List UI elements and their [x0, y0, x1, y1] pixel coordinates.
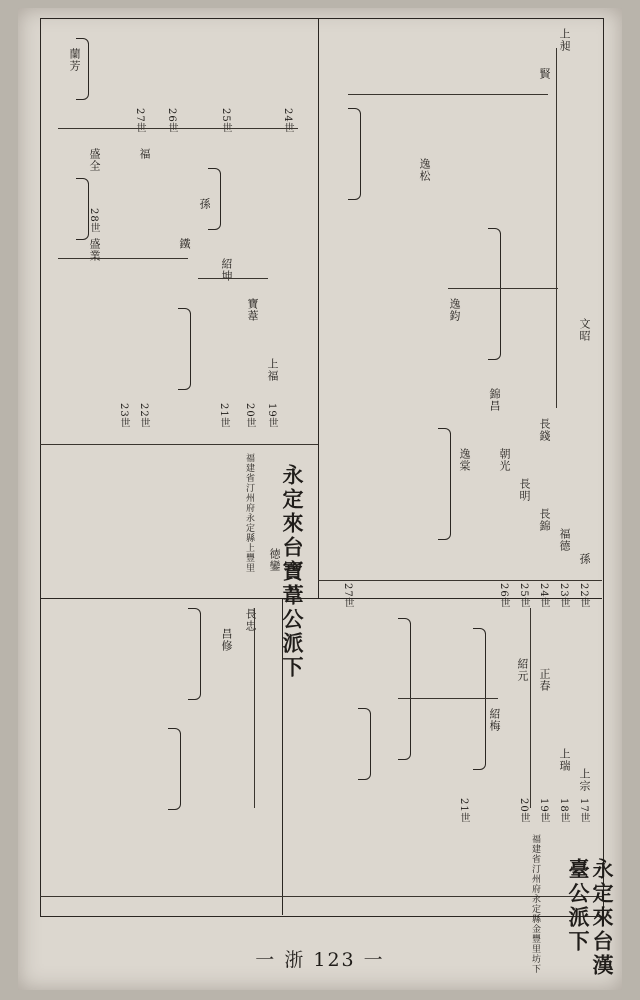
person-name: 上福 [266, 358, 279, 382]
connector [530, 608, 531, 808]
connector [448, 288, 558, 289]
bottom-panel-title: 永定來台寶葦公派下 [280, 464, 305, 680]
person-name: 逸鈞 [448, 298, 461, 322]
person-name: 長錢 [538, 418, 551, 442]
person-name: 寶葦 [246, 298, 259, 322]
gen-label: 26世 [166, 108, 177, 134]
person-name: 孫 [198, 198, 211, 210]
page-number: 一 浙 123 一 [255, 949, 385, 971]
gen-label: 27世 [134, 108, 145, 134]
table-frame [40, 18, 604, 917]
person-name: 上昶 [558, 28, 571, 52]
person-name: 賢 [538, 68, 551, 80]
gen-label: 24世 [538, 583, 549, 609]
gen-label: 22世 [138, 403, 149, 429]
gen-label: 20世 [244, 403, 255, 429]
branch-bracket [398, 618, 411, 760]
person-name: 盛全 [88, 148, 101, 172]
gen-label: 25世 [518, 583, 529, 609]
gen-label: 23世 [118, 403, 129, 429]
person-name: 長忠 [244, 608, 257, 632]
branch-bracket [473, 628, 486, 770]
gen-label: 23世 [558, 583, 569, 609]
gen-label: 21世 [458, 798, 469, 824]
connector [198, 278, 268, 279]
gen-label: 28世 [88, 208, 99, 234]
gen-label: 19世 [538, 798, 549, 824]
generation-ruler-mid [40, 444, 318, 445]
person-name: 上瑞 [558, 748, 571, 772]
branch-bracket [208, 168, 221, 230]
gen-label: 17世 [578, 798, 589, 824]
connector [348, 94, 548, 95]
person-name: 錦昌 [488, 388, 501, 412]
person-name: 紹坤 [220, 258, 233, 282]
gen-label: 18世 [558, 798, 569, 824]
person-name: 文昭 [578, 318, 591, 342]
person-name: 紹元 [516, 658, 529, 682]
branch-bracket [488, 228, 501, 360]
gen-label: 25世 [220, 108, 231, 134]
person-name: 長明 [518, 478, 531, 502]
gen-label: 21世 [218, 403, 229, 429]
person-name: 逸棠 [458, 448, 471, 472]
person-name: 長錦 [538, 508, 551, 532]
branch-bracket [188, 608, 201, 700]
gen-label: 20世 [518, 798, 529, 824]
top-panel-title: 永定來台漢臺公派下 [566, 858, 615, 978]
branch-bracket [358, 708, 371, 780]
top-panel-source: 福建省汀州府永定縣金豐里坊下 [530, 834, 540, 974]
scanned-page [18, 8, 622, 990]
person-name: 正春 [538, 668, 551, 692]
bottom-panel-source: 福建省汀州府永定縣上豐里 [244, 453, 254, 573]
person-name: 孫 [578, 553, 591, 565]
branch-bracket [178, 308, 191, 390]
branch-bracket [438, 428, 451, 540]
person-name: 昌修 [220, 628, 233, 652]
person-name: 盛業 [88, 238, 101, 262]
gen-label: 26世 [498, 583, 509, 609]
gen-label: 24世 [282, 108, 293, 134]
generation-ruler-top [318, 580, 602, 581]
connector [58, 258, 188, 259]
connector [58, 128, 298, 129]
gen-label: 19世 [266, 403, 277, 429]
person-name: 福德 [558, 528, 571, 552]
connector [556, 48, 557, 408]
person-name: 鐵 [178, 238, 191, 250]
branch-bracket [76, 178, 89, 240]
gen-label: 27世 [342, 583, 353, 609]
column-divider-top [318, 18, 319, 598]
person-name: 紹梅 [488, 708, 501, 732]
person-name: 徳鑾 [268, 548, 281, 572]
branch-bracket [76, 38, 89, 100]
person-name: 朝光 [498, 448, 511, 472]
branch-bracket [348, 108, 361, 200]
generation-ruler-bottom [40, 896, 602, 897]
branch-bracket [168, 728, 181, 810]
connector [398, 698, 498, 699]
connector [254, 608, 255, 808]
person-name: 福 [138, 148, 151, 160]
person-name: 蘭芳 [68, 48, 81, 72]
person-name: 上宗 [578, 768, 591, 792]
person-name: 逸松 [418, 158, 431, 182]
gen-label: 22世 [578, 583, 589, 609]
